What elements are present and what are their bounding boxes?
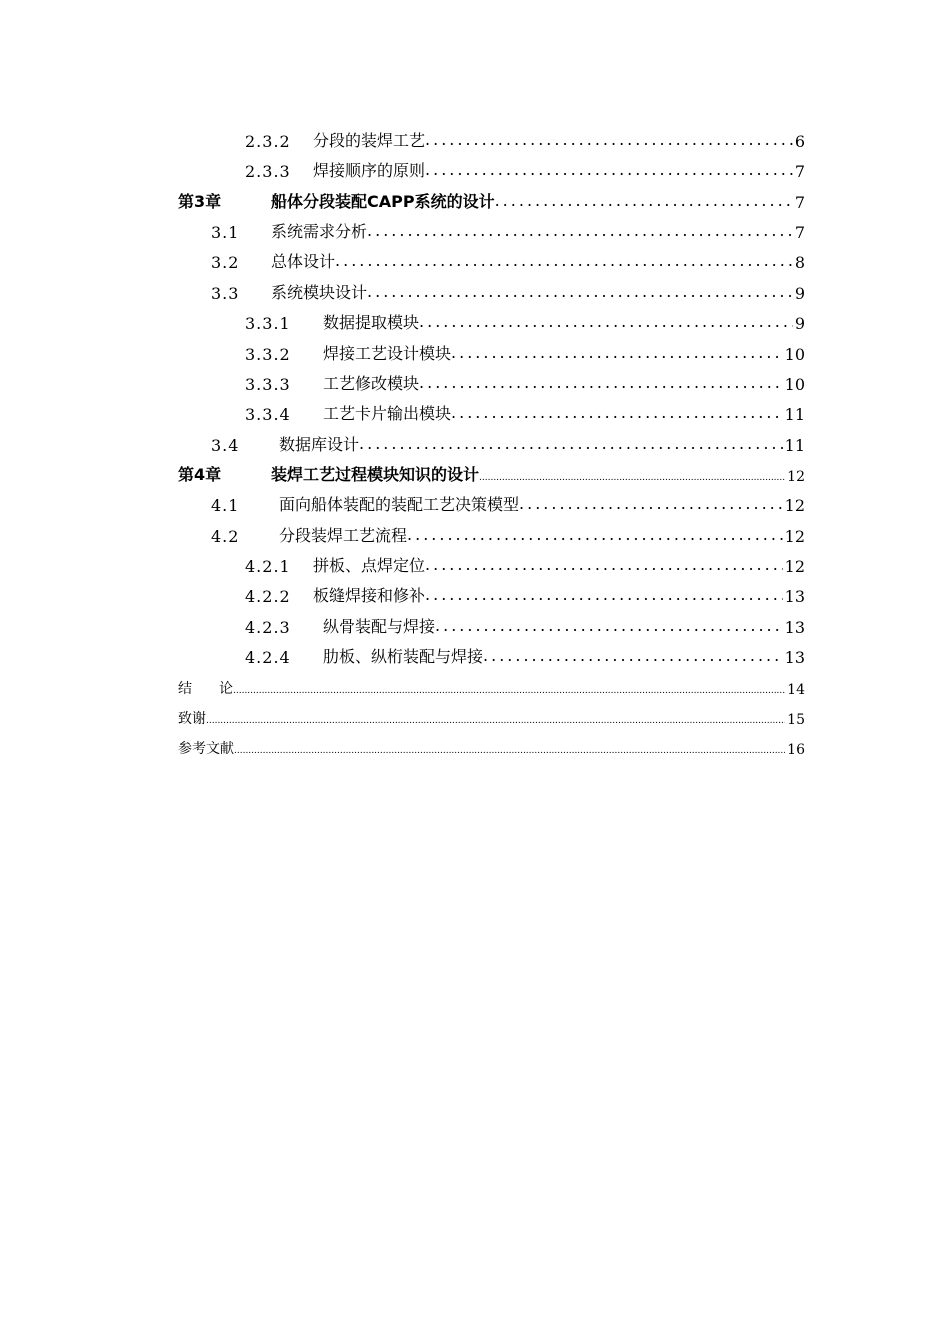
toc-entry-title: 板缝焊接和修补 (313, 586, 426, 605)
toc-entry-number: 4.2.4 (245, 648, 291, 667)
toc-entry-3-3[interactable] (211, 277, 805, 303)
toc-entry-title: 纵骨装配与焊接 (323, 617, 436, 636)
toc-page-number: 12 (784, 557, 805, 576)
toc-references[interactable] (178, 732, 805, 758)
toc-page-number: 12 (784, 527, 805, 546)
toc-chapter-title: 装焊工艺过程模块知识的设计 (271, 465, 480, 484)
toc-acknowledgements[interactable] (178, 702, 805, 728)
toc-entry-number: 3.3.2 (245, 345, 291, 364)
toc-entry-title: 拼板、点焊定位 (313, 556, 426, 575)
toc-dot-leader (519, 493, 783, 515)
toc-chapter-3[interactable] (178, 186, 805, 212)
toc-entry-4-2-3[interactable] (245, 611, 805, 637)
toc-page-number: 11 (784, 405, 805, 424)
toc-dot-leader (451, 342, 783, 364)
toc-page-number: 14 (787, 682, 805, 698)
toc-page-number: 12 (787, 469, 805, 485)
toc-entry-3-2[interactable] (211, 246, 805, 272)
toc-dot-leader (483, 645, 783, 667)
toc-dot-leader (479, 471, 785, 485)
toc-page-number: 13 (784, 648, 805, 667)
toc-entry-number: 3.1 (211, 223, 240, 242)
toc-page-number: 10 (784, 375, 805, 394)
toc-entry-number: 4.2 (211, 527, 240, 546)
toc-dot-leader (206, 714, 785, 728)
toc-entry-number: 4.2.1 (245, 557, 291, 576)
toc-dot-leader (495, 190, 793, 212)
toc-dot-leader (407, 524, 783, 546)
toc-page-number: 8 (794, 253, 805, 272)
toc-page-number: 9 (794, 314, 805, 333)
toc-chapter-number: 第3章 (178, 192, 222, 211)
toc-entry-title: 系统模块设计 (271, 283, 368, 302)
toc-chapter-number: 第4章 (178, 465, 222, 484)
toc-entry-title: 分段的装焊工艺 (313, 131, 426, 150)
toc-dot-leader (234, 744, 785, 758)
toc-dot-leader (419, 311, 793, 333)
toc-entry-4-2[interactable] (211, 520, 805, 546)
toc-entry-title: 工艺卡片输出模块 (323, 404, 452, 423)
toc-entry-4-1[interactable] (211, 489, 805, 515)
toc-entry-number: 3.3.4 (245, 405, 291, 424)
toc-page-number: 13 (784, 618, 805, 637)
toc-entry-number: 3.3 (211, 284, 240, 303)
toc-dot-leader (425, 129, 793, 151)
toc-dot-leader (425, 584, 783, 606)
toc-page-number: 9 (794, 284, 805, 303)
toc-entry-title: 系统需求分析 (271, 222, 368, 241)
toc-dot-leader (435, 615, 783, 637)
toc-entry-number: 3.3.3 (245, 375, 291, 394)
toc-chapter-4[interactable] (178, 459, 805, 485)
toc-entry-title: 参考文献 (178, 741, 234, 757)
toc-entry-title: 焊接顺序的原则 (313, 161, 426, 180)
toc-entry-number: 2.3.2 (245, 132, 291, 151)
toc-entry-3-1[interactable] (211, 216, 805, 242)
toc-page-number: 11 (784, 436, 805, 455)
toc-page-number: 10 (784, 345, 805, 364)
toc-entry-number: 3.2 (211, 253, 240, 272)
toc-page-number: 16 (787, 742, 805, 758)
toc-entry-number: 4.2.2 (245, 587, 291, 606)
toc-page-number: 12 (784, 496, 805, 515)
toc-entry-number: 2.3.3 (245, 162, 291, 181)
toc-dot-leader (359, 433, 783, 455)
toc-chapter-title: 船体分段装配CAPP系统的设计 (271, 192, 495, 211)
toc-dot-leader (451, 402, 783, 424)
toc-entry-3-4[interactable] (211, 429, 805, 455)
toc-entry-3-3-1[interactable] (245, 307, 805, 333)
toc-entry-title: 论 (219, 681, 233, 697)
toc-entry-number: 3.4 (211, 436, 240, 455)
toc-entry-title: 总体设计 (271, 252, 336, 271)
toc-entry-title: 面向船体装配的装配工艺决策模型 (279, 495, 520, 514)
toc-dot-leader (335, 250, 793, 272)
toc-page-number: 6 (794, 132, 805, 151)
toc-entry-title: 致谢 (178, 711, 206, 727)
toc-entry-2-3-3[interactable] (245, 155, 805, 181)
toc-entry-title: 数据库设计 (279, 435, 360, 454)
toc-dot-leader (233, 684, 785, 698)
toc-entry-title: 焊接工艺设计模块 (323, 344, 452, 363)
toc-page-number: 13 (784, 587, 805, 606)
toc-dot-leader (425, 554, 783, 576)
toc-conclusion[interactable] (178, 672, 805, 698)
toc-entry-4-2-4[interactable] (245, 641, 805, 667)
toc-page-number: 15 (787, 712, 805, 728)
toc-dot-leader (367, 220, 793, 242)
toc-entry-title: 工艺修改模块 (323, 374, 420, 393)
toc-page-number: 7 (794, 162, 805, 181)
toc-entry-title: 数据提取模块 (323, 313, 420, 332)
toc-entry-3-3-2[interactable] (245, 338, 805, 364)
toc-dot-leader (425, 159, 793, 181)
toc-entry-2-3-2[interactable] (245, 125, 805, 151)
toc-entry-prefix: 结 (178, 681, 192, 697)
toc-entry-4-2-2[interactable] (245, 580, 805, 606)
toc-entry-number: 4.1 (211, 496, 240, 515)
toc-entry-number: 3.3.1 (245, 314, 291, 333)
toc-page-number: 7 (794, 223, 805, 242)
toc-entry-number: 4.2.3 (245, 618, 291, 637)
toc-entry-3-3-3[interactable] (245, 368, 805, 394)
toc-entry-title: 肋板、纵桁装配与焊接 (323, 647, 484, 666)
toc-entry-4-2-1[interactable] (245, 550, 805, 576)
toc-dot-leader (419, 372, 783, 394)
toc-entry-3-3-4[interactable] (245, 398, 805, 424)
toc-entry-title: 分段装焊工艺流程 (279, 526, 408, 545)
toc-dot-leader (367, 281, 793, 303)
toc-page-number: 7 (794, 193, 805, 212)
